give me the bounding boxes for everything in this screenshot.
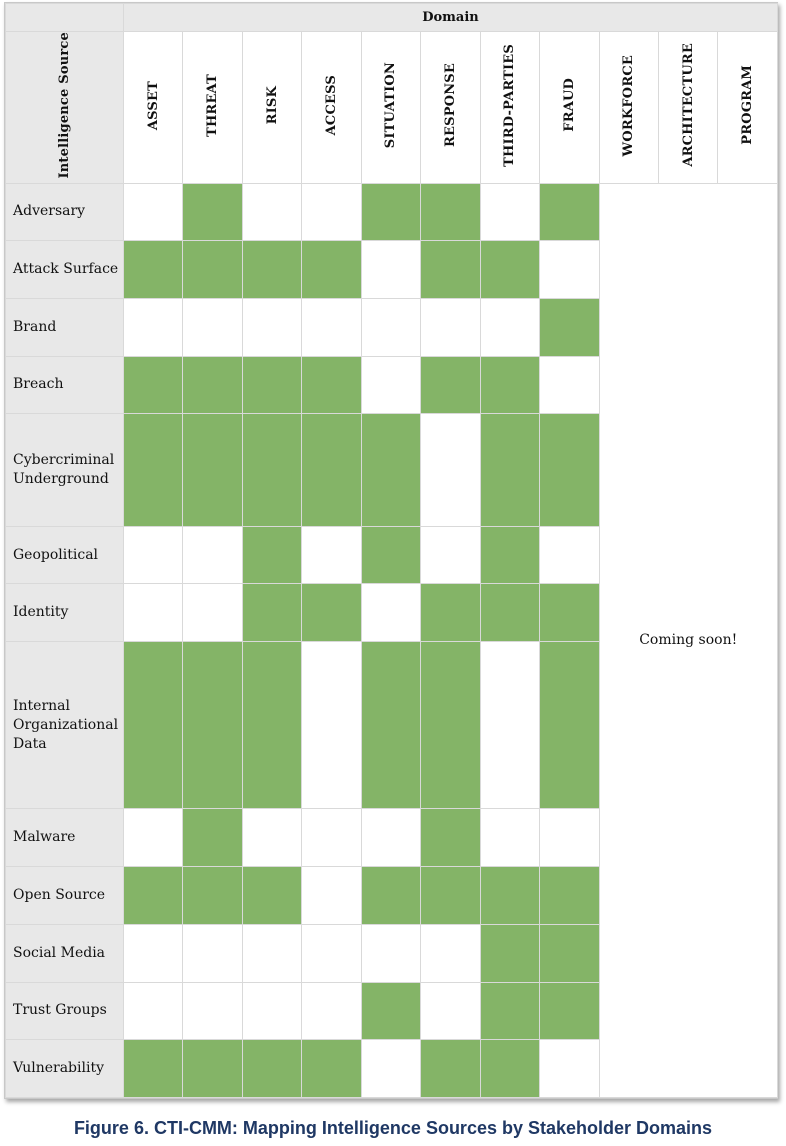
mapped-cell xyxy=(242,584,301,642)
mapped-cell xyxy=(540,298,599,356)
mapped-cell xyxy=(361,414,420,527)
mapped-cell xyxy=(421,809,480,867)
empty-cell xyxy=(361,924,420,982)
empty-cell xyxy=(124,924,183,982)
empty-cell xyxy=(302,924,361,982)
mapped-cell xyxy=(302,584,361,642)
empty-cell xyxy=(124,298,183,356)
matrix-row xyxy=(6,183,778,241)
mapped-cell xyxy=(540,642,599,809)
row-label: Geopolitical xyxy=(6,526,124,584)
mapped-cell xyxy=(361,982,420,1040)
empty-cell xyxy=(480,809,539,867)
empty-cell xyxy=(302,982,361,1040)
column-header-risk xyxy=(242,32,301,184)
empty-cell xyxy=(540,1040,599,1098)
mapped-cell xyxy=(124,356,183,414)
empty-cell xyxy=(361,584,420,642)
empty-cell xyxy=(242,982,301,1040)
mapped-cell xyxy=(540,183,599,241)
row-label: Open Source xyxy=(6,867,124,925)
empty-cell xyxy=(361,809,420,867)
mapped-cell xyxy=(361,642,420,809)
corner-cell xyxy=(6,4,124,32)
row-label: Attack Surface xyxy=(6,241,124,299)
mapped-cell xyxy=(183,1040,242,1098)
empty-cell xyxy=(124,982,183,1040)
mapped-cell xyxy=(480,356,539,414)
mapped-cell xyxy=(183,414,242,527)
mapped-cell xyxy=(540,867,599,925)
mapped-cell xyxy=(361,526,420,584)
mapped-cell xyxy=(361,867,420,925)
mapped-cell xyxy=(302,356,361,414)
column-header-asset xyxy=(124,32,183,184)
mapped-cell xyxy=(540,414,599,527)
mapped-cell xyxy=(480,584,539,642)
mapped-cell xyxy=(242,1040,301,1098)
column-header-access xyxy=(302,32,361,184)
column-header-label: THIRD-PARTIES xyxy=(502,43,518,167)
source-domain-matrix xyxy=(4,2,778,1099)
mapped-cell xyxy=(183,241,242,299)
empty-cell xyxy=(124,584,183,642)
mapped-cell xyxy=(421,183,480,241)
mapped-cell xyxy=(540,982,599,1040)
empty-cell xyxy=(124,809,183,867)
empty-cell xyxy=(302,298,361,356)
mapped-cell xyxy=(421,1040,480,1098)
column-header-architecture xyxy=(658,32,717,184)
column-header-label: THREAT xyxy=(205,73,221,137)
mapped-cell xyxy=(242,414,301,527)
empty-cell xyxy=(480,642,539,809)
empty-cell xyxy=(540,526,599,584)
row-label: Trust Groups xyxy=(6,982,124,1040)
column-header-label: RISK xyxy=(264,86,280,125)
mapped-cell xyxy=(421,584,480,642)
mapped-cell xyxy=(124,241,183,299)
figure-caption: Figure 6. CTI-CMM: Mapping Intelligence Sources by Stakeholder Domains xyxy=(73,1118,713,1138)
mapped-cell xyxy=(124,867,183,925)
empty-cell xyxy=(540,356,599,414)
mapped-cell xyxy=(480,982,539,1040)
empty-cell xyxy=(183,584,242,642)
row-label: Breach xyxy=(6,356,124,414)
empty-cell xyxy=(183,924,242,982)
empty-cell xyxy=(302,642,361,809)
empty-cell xyxy=(242,924,301,982)
empty-cell xyxy=(124,183,183,241)
mapped-cell xyxy=(183,867,242,925)
row-label: Cybercriminal Underground xyxy=(6,414,124,527)
empty-cell xyxy=(302,183,361,241)
mapped-cell xyxy=(302,414,361,527)
empty-cell xyxy=(124,526,183,584)
empty-cell xyxy=(302,526,361,584)
empty-cell xyxy=(361,241,420,299)
empty-cell xyxy=(540,241,599,299)
row-label: Social Media xyxy=(6,924,124,982)
empty-cell xyxy=(361,356,420,414)
mapped-cell xyxy=(480,241,539,299)
row-label: Internal Organizational Data xyxy=(6,642,124,809)
column-header-program xyxy=(718,32,778,184)
empty-cell xyxy=(183,982,242,1040)
mapped-cell xyxy=(242,642,301,809)
mapped-cell xyxy=(183,642,242,809)
coming-soon-note: Coming soon! xyxy=(599,183,777,1098)
empty-cell xyxy=(421,414,480,527)
mapped-cell xyxy=(183,183,242,241)
column-header-label: ARCHITECTURE xyxy=(680,43,696,168)
empty-cell xyxy=(302,867,361,925)
row-label: Brand xyxy=(6,298,124,356)
column-header-response xyxy=(421,32,480,184)
row-label: Malware xyxy=(6,809,124,867)
mapped-cell xyxy=(421,356,480,414)
mapped-cell xyxy=(302,241,361,299)
mapped-cell xyxy=(421,241,480,299)
mapped-cell xyxy=(421,867,480,925)
mapped-cell xyxy=(480,526,539,584)
mapped-cell xyxy=(540,924,599,982)
mapped-cell xyxy=(183,356,242,414)
column-header-label: WORKFORCE xyxy=(621,54,637,156)
mapped-cell xyxy=(124,1040,183,1098)
empty-cell xyxy=(302,809,361,867)
row-label: Vulnerability xyxy=(6,1040,124,1098)
mapped-cell xyxy=(480,867,539,925)
matrix-table xyxy=(5,3,778,1098)
mapped-cell xyxy=(480,924,539,982)
row-label: Adversary xyxy=(6,183,124,241)
mapped-cell xyxy=(540,584,599,642)
column-header-label: PROGRAM xyxy=(740,65,756,146)
column-header-label: ASSET xyxy=(145,80,161,130)
mapped-cell xyxy=(183,809,242,867)
empty-cell xyxy=(242,298,301,356)
mapped-cell xyxy=(124,414,183,527)
empty-cell xyxy=(242,809,301,867)
mapped-cell xyxy=(242,526,301,584)
source-title-cell xyxy=(6,32,124,184)
column-header-situation xyxy=(361,32,420,184)
column-header-fraud xyxy=(540,32,599,184)
domain-title: Domain xyxy=(124,4,778,32)
mapped-cell xyxy=(302,1040,361,1098)
mapped-cell xyxy=(242,356,301,414)
column-header-workforce xyxy=(599,32,658,184)
mapped-cell xyxy=(421,642,480,809)
empty-cell xyxy=(421,982,480,1040)
mapped-cell xyxy=(124,642,183,809)
empty-cell xyxy=(421,298,480,356)
row-label: Identity xyxy=(6,584,124,642)
column-header-label: SITUATION xyxy=(383,62,399,149)
empty-cell xyxy=(421,526,480,584)
source-title: Intelligence Source xyxy=(56,32,72,179)
column-header-label: RESPONSE xyxy=(442,63,458,148)
mapped-cell xyxy=(361,183,420,241)
column-header-label: FRAUD xyxy=(561,78,577,133)
mapped-cell xyxy=(480,1040,539,1098)
empty-cell xyxy=(540,809,599,867)
mapped-cell xyxy=(480,414,539,527)
empty-cell xyxy=(480,183,539,241)
column-header-third-parties xyxy=(480,32,539,184)
empty-cell xyxy=(183,298,242,356)
empty-cell xyxy=(242,183,301,241)
empty-cell xyxy=(361,1040,420,1098)
mapped-cell xyxy=(242,241,301,299)
empty-cell xyxy=(361,298,420,356)
column-header-label: ACCESS xyxy=(324,75,340,136)
empty-cell xyxy=(421,924,480,982)
empty-cell xyxy=(480,298,539,356)
column-header-threat xyxy=(183,32,242,184)
empty-cell xyxy=(183,526,242,584)
mapped-cell xyxy=(242,867,301,925)
